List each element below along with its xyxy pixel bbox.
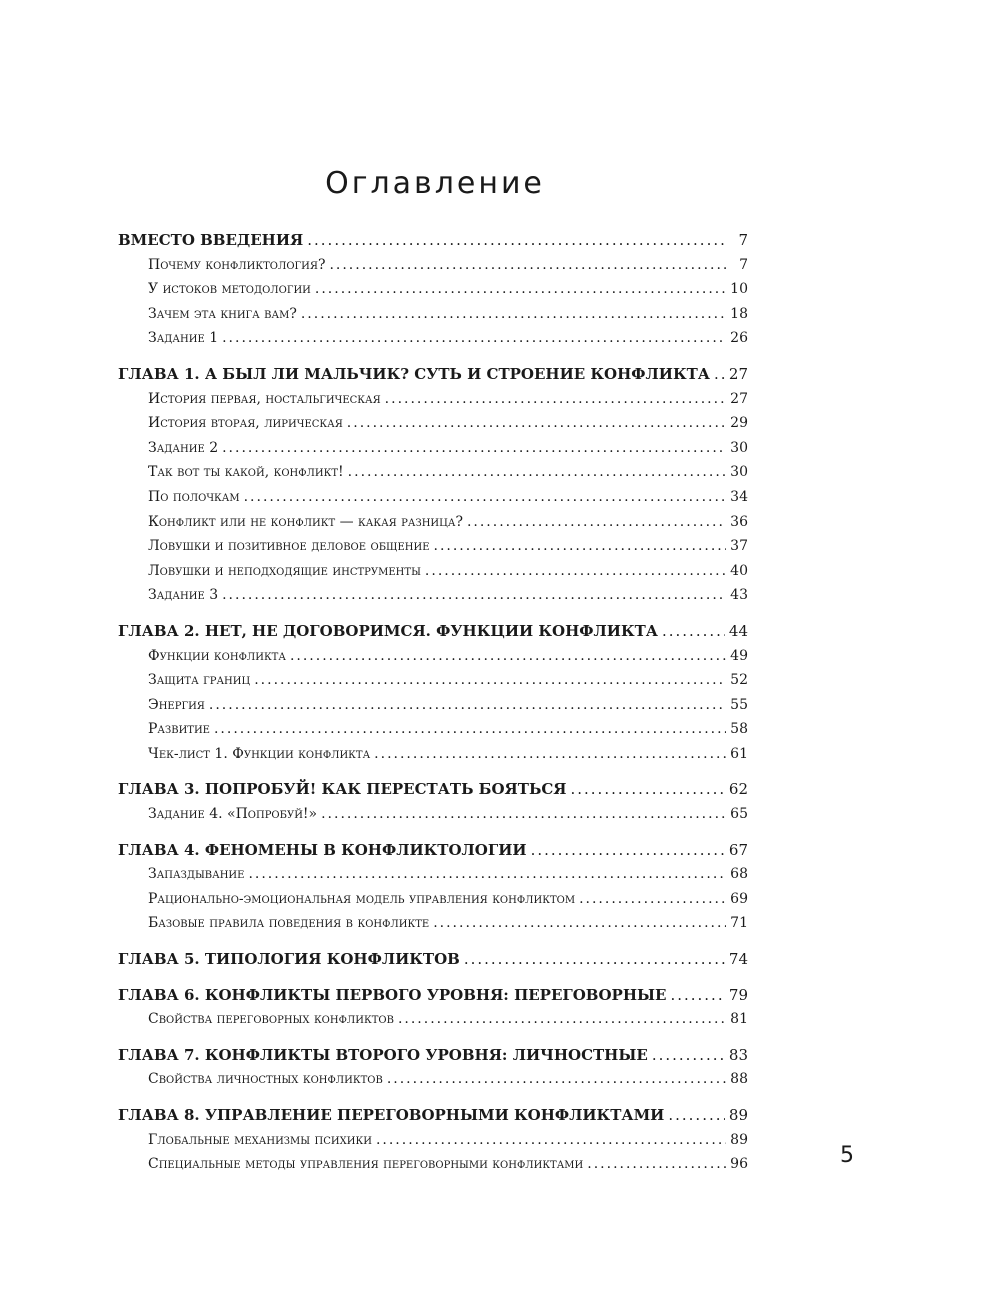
page-ref: 27 (728, 364, 748, 383)
toc-entry[interactable] (118, 911, 748, 936)
page-ref: 67 (728, 840, 748, 859)
toc-entry[interactable] (118, 387, 748, 412)
toc-chapter-5[interactable] (118, 947, 748, 972)
page-ref: 7 (738, 231, 748, 249)
entry-title: Развитие (148, 721, 210, 738)
dot-leader (254, 668, 726, 693)
page-ref: 71 (730, 915, 748, 932)
dot-leader (579, 887, 726, 912)
toc-section (118, 228, 748, 351)
dot-leader (662, 619, 725, 644)
chapter-title: ГЛАВА 3. ПОПРОБУЙ! КАК ПЕРЕСТАТЬ БОЯТЬСЯ (118, 780, 567, 799)
toc-entry[interactable] (118, 1067, 748, 1092)
entry-title: У истоков методологии (148, 281, 311, 298)
toc-chapter-7[interactable] (118, 1043, 748, 1068)
entry-title: Свойства личностных конфликтов (148, 1071, 383, 1088)
dot-leader (531, 838, 725, 863)
toc-chapter-1[interactable] (118, 362, 748, 387)
dot-leader (244, 485, 726, 510)
dot-leader (570, 777, 724, 802)
toc-entry[interactable] (118, 436, 748, 461)
toc-section (118, 362, 748, 608)
entry-title: Защита границ (148, 672, 251, 689)
chapter-title: ВМЕСТО ВВЕДЕНИЯ (118, 231, 304, 249)
entry-title: Задание 1 (148, 330, 219, 347)
entry-title: По полочкам (148, 488, 240, 505)
dot-leader (714, 362, 725, 387)
dot-leader (433, 911, 726, 936)
chapter-title: ГЛАВА 4. ФЕНОМЕНЫ В КОНФЛИКТОЛОГИИ (118, 840, 527, 859)
page-ref: 37 (730, 538, 748, 555)
toc-section (118, 947, 748, 972)
dot-leader (425, 559, 726, 584)
entry-title: Энергия (148, 696, 205, 713)
page-ref: 36 (730, 513, 748, 530)
dot-leader (385, 387, 726, 412)
entry-title: Ловушки и неподходящие инструменты (148, 562, 421, 579)
page-ref: 62 (728, 780, 748, 799)
entry-title: Задание 2 (148, 439, 219, 456)
page-ref: 52 (730, 672, 748, 689)
toc-entry[interactable] (118, 693, 748, 718)
entry-title: Чек-лист 1. Функции конфликта (148, 745, 371, 762)
entry-title: История вторая, лирическая (148, 415, 343, 432)
dot-leader (668, 1103, 725, 1128)
page-ref: 83 (728, 1045, 748, 1064)
dot-leader (587, 1152, 726, 1177)
page-ref: 18 (730, 305, 748, 322)
entry-title: Задание 4. «Попробуй!» (148, 806, 318, 823)
dot-leader (329, 253, 726, 278)
chapter-title: ГЛАВА 8. УПРАВЛЕНИЕ ПЕРЕГОВОРНЫМИ КОНФЛИКТАМИ (118, 1106, 665, 1124)
toc-entry[interactable] (118, 253, 748, 278)
toc-section (118, 838, 748, 936)
page-ref: 65 (730, 806, 748, 823)
entry-title: Ловушки и позитивное деловое общение (148, 538, 430, 555)
table-of-contents (118, 228, 748, 1188)
dot-leader (248, 862, 726, 887)
entry-title: Задание 3 (148, 587, 219, 604)
dot-leader (464, 947, 725, 972)
dot-leader (214, 717, 726, 742)
chapter-title: ГЛАВА 5. ТИПОЛОГИЯ КОНФЛИКТОВ (118, 950, 460, 969)
page-ref: 74 (728, 950, 748, 969)
page-ref: 40 (730, 562, 748, 579)
page-ref: 89 (730, 1131, 748, 1148)
toc-entry[interactable] (118, 862, 748, 887)
dot-leader (307, 228, 726, 253)
toc-entry[interactable] (118, 460, 748, 485)
page-ref: 88 (730, 1071, 748, 1088)
entry-title: Так вот ты какой, конфликт! (148, 464, 344, 481)
toc-entry[interactable] (118, 717, 748, 742)
toc-entry[interactable] (118, 277, 748, 302)
page-ref: 29 (730, 415, 748, 432)
entry-title: Специальные методы управления переговорными конфликтами (148, 1156, 584, 1173)
toc-entry[interactable] (118, 887, 748, 912)
entry-title: Функции конфликта (148, 647, 286, 664)
toc-section (118, 1043, 748, 1092)
page-ref: 34 (730, 488, 748, 505)
page-title: Оглавление (325, 166, 545, 201)
page-ref: 68 (730, 866, 748, 883)
chapter-title: ГЛАВА 7. КОНФЛИКТЫ ВТОРОГО УРОВНЯ: ЛИЧНОСТНЫЕ (118, 1045, 648, 1064)
page-ref: 7 (739, 256, 748, 273)
dot-leader (467, 510, 726, 535)
toc-chapter-3[interactable] (118, 777, 748, 802)
toc-section (118, 983, 748, 1032)
toc-entry[interactable] (118, 326, 748, 351)
toc-entry[interactable] (118, 1128, 748, 1153)
page-ref: 79 (728, 985, 748, 1004)
toc-section (118, 1103, 748, 1177)
entry-title: История первая, ностальгическая (148, 390, 381, 407)
dot-leader (434, 534, 727, 559)
page-ref: 55 (730, 696, 748, 713)
chapter-title: ГЛАВА 1. А БЫЛ ЛИ МАЛЬЧИК? СУТЬ И СТРОЕНИЕ КОНФЛИКТА (118, 364, 710, 383)
page-ref: 30 (730, 439, 748, 456)
toc-entry[interactable] (118, 485, 748, 510)
page-ref: 26 (730, 330, 748, 347)
entry-title: Почему конфликтология? (148, 256, 326, 273)
toc-entry[interactable] (118, 411, 748, 436)
toc-chapter-6[interactable] (118, 983, 748, 1008)
toc-entry[interactable] (118, 742, 748, 767)
toc-entry[interactable] (118, 668, 748, 693)
page-ref: 58 (730, 721, 748, 738)
dot-leader (222, 583, 726, 608)
toc-chapter-2[interactable] (118, 619, 748, 644)
toc-section (118, 777, 748, 826)
toc-entry[interactable] (118, 1152, 748, 1177)
toc-chapter-4[interactable] (118, 838, 748, 863)
page-ref: 89 (728, 1106, 748, 1124)
dot-leader (290, 644, 726, 669)
entry-title: Запаздывание (148, 866, 245, 883)
page-ref: 44 (728, 621, 748, 640)
dot-leader (376, 1128, 726, 1153)
dot-leader (321, 802, 726, 827)
entry-title: Глобальные механизмы психики (148, 1131, 372, 1148)
page-ref: 96 (730, 1156, 748, 1173)
dot-leader (301, 302, 726, 327)
dot-leader (387, 1067, 726, 1092)
dot-leader (670, 983, 724, 1008)
entry-title: Базовые правила поведения в конфликте (148, 915, 430, 932)
dot-leader (222, 326, 726, 351)
toc-entry[interactable] (118, 802, 748, 827)
page-ref: 27 (730, 390, 748, 407)
page-ref: 43 (730, 587, 748, 604)
page-number: 5 (840, 1143, 854, 1168)
page-ref: 81 (730, 1011, 748, 1028)
toc-chapter-0[interactable] (118, 228, 748, 253)
toc-entry[interactable] (118, 644, 748, 669)
toc-entry[interactable] (118, 510, 748, 535)
page-ref: 10 (730, 281, 748, 298)
page-ref: 69 (730, 890, 748, 907)
toc-entry[interactable] (118, 583, 748, 608)
dot-leader (347, 411, 726, 436)
chapter-title: ГЛАВА 6. КОНФЛИКТЫ ПЕРВОГО УРОВНЯ: ПЕРЕГОВОРНЫЕ (118, 985, 667, 1004)
dot-leader (652, 1043, 725, 1068)
toc-chapter-8[interactable] (118, 1103, 748, 1128)
toc-section (118, 619, 748, 767)
toc-entry[interactable] (118, 559, 748, 584)
entry-title: Рационально-эмоциональная модель управления конфликтом (148, 890, 576, 907)
dot-leader (348, 460, 726, 485)
chapter-title: ГЛАВА 2. НЕТ, НЕ ДОГОВОРИМСЯ. ФУНКЦИИ КОНФЛИКТА (118, 621, 658, 640)
dot-leader (374, 742, 726, 767)
dot-leader (222, 436, 726, 461)
page-ref: 61 (730, 745, 748, 762)
dot-leader (315, 277, 726, 302)
entry-title: Зачем эта книга вам? (148, 305, 297, 322)
entry-title: Свойства переговорных конфликтов (148, 1011, 394, 1028)
toc-entry[interactable] (118, 302, 748, 327)
page-ref: 30 (730, 464, 748, 481)
toc-entry[interactable] (118, 1007, 748, 1032)
toc-entry[interactable] (118, 534, 748, 559)
dot-leader (398, 1007, 726, 1032)
page-ref: 49 (730, 647, 748, 664)
entry-title: Конфликт или не конфликт — какая разница? (148, 513, 463, 530)
dot-leader (209, 693, 726, 718)
